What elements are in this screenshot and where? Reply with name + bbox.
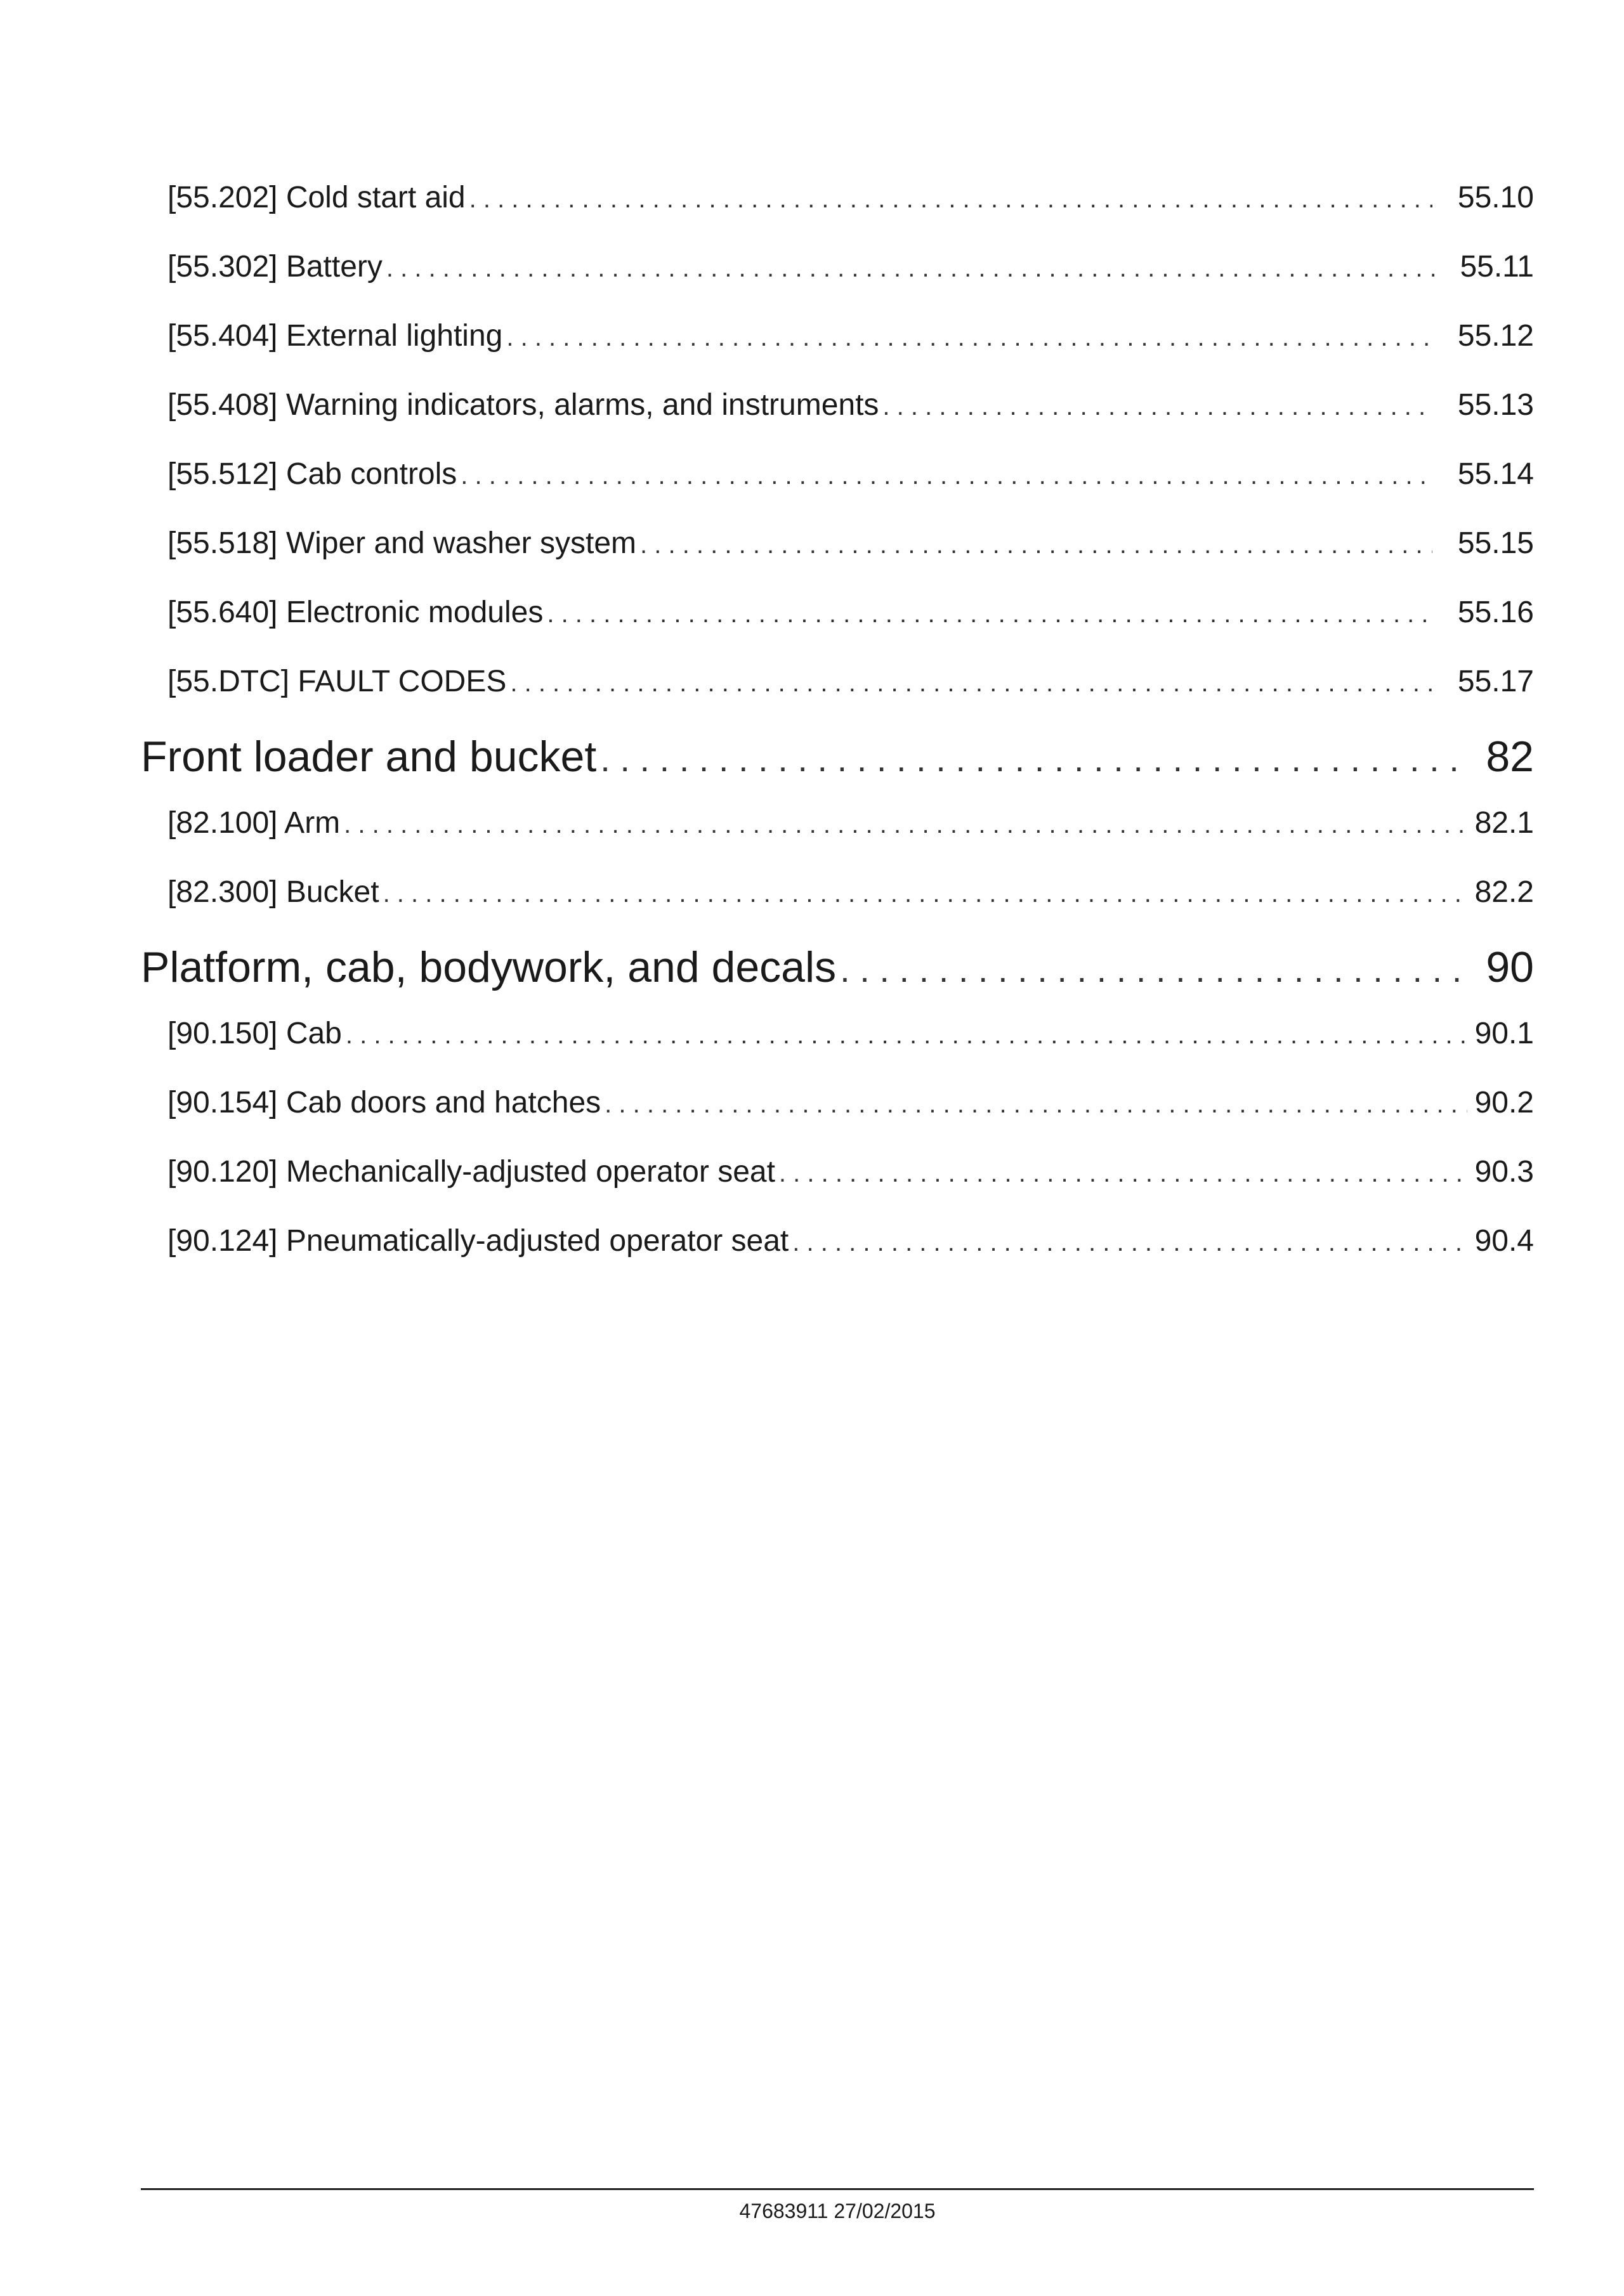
dot-leader <box>882 375 1432 438</box>
toc-section-entry[interactable] <box>141 861 1534 930</box>
dot-leader <box>386 237 1435 300</box>
toc-page-number: 90.2 <box>1474 1086 1534 1119</box>
dot-leader <box>600 724 1460 794</box>
toc-section-entry[interactable] <box>141 1210 1534 1279</box>
dot-leader <box>461 444 1432 507</box>
toc-entry-title: [55.640] Electronic modules <box>167 596 544 629</box>
toc-section-entry[interactable] <box>141 304 1534 374</box>
dot-leader <box>344 793 1467 856</box>
toc-page-number: 82 <box>1486 733 1534 781</box>
toc-entry-title: [55.302] Battery <box>167 250 383 284</box>
toc-page-number: 82.1 <box>1474 806 1534 840</box>
toc-page-number: 90.1 <box>1474 1017 1534 1050</box>
toc-page-number: 82.2 <box>1474 875 1534 909</box>
dot-leader <box>346 1003 1467 1067</box>
toc-section-entry[interactable] <box>141 650 1534 719</box>
toc-section-entry[interactable] <box>141 512 1534 581</box>
footer-divider <box>141 2188 1534 2190</box>
toc-entry-title: [90.150] Cab <box>167 1017 342 1050</box>
toc-section-entry[interactable] <box>141 166 1534 235</box>
dot-leader <box>779 1142 1467 1205</box>
dot-leader <box>792 1211 1467 1274</box>
toc-page-number: 55.15 <box>1457 526 1534 560</box>
toc-entry-title: [55.202] Cold start aid <box>167 181 466 214</box>
dot-leader <box>640 513 1432 577</box>
table-of-contents <box>141 166 1534 1279</box>
toc-entry-title: Platform, cab, bodywork, and decals <box>141 943 837 991</box>
toc-page-number: 55.10 <box>1457 181 1534 214</box>
dot-leader <box>469 167 1432 231</box>
toc-entry-title: [82.100] Arm <box>167 806 341 840</box>
dot-leader <box>605 1073 1467 1136</box>
toc-entry-title: [55.512] Cab controls <box>167 457 457 491</box>
toc-page-number: 90 <box>1486 943 1534 991</box>
toc-entry-title: Front loader and bucket <box>141 733 597 781</box>
toc-entry-title: [55.408] Warning indicators, alarms, and instruments <box>167 388 879 422</box>
toc-chapter-entry[interactable] <box>141 722 1534 792</box>
dot-leader <box>510 651 1432 715</box>
toc-entry-title: [90.154] Cab doors and hatches <box>167 1086 601 1119</box>
toc-chapter-entry[interactable] <box>141 932 1534 1002</box>
toc-section-entry[interactable] <box>141 1002 1534 1071</box>
toc-section-entry[interactable] <box>141 374 1534 443</box>
toc-page-number: 90.3 <box>1474 1155 1534 1189</box>
toc-page-number: 55.17 <box>1457 665 1534 698</box>
toc-entry-title: [55.404] External lighting <box>167 319 503 353</box>
toc-entry-title: [55.518] Wiper and washer system <box>167 526 637 560</box>
toc-entry-title: [90.124] Pneumatically-adjusted operator seat <box>167 1224 789 1258</box>
footer-document-id: 47683911 27/02/2015 <box>739 2200 936 2222</box>
toc-entry-title: [90.120] Mechanically-adjusted operator seat <box>167 1155 775 1189</box>
toc-entry-title: [55.DTC] FAULT CODES <box>167 665 507 698</box>
dot-leader <box>840 935 1460 1005</box>
toc-page-number: 55.16 <box>1457 596 1534 629</box>
toc-page-number: 55.13 <box>1457 388 1534 422</box>
toc-page-number: 90.4 <box>1474 1224 1534 1258</box>
toc-section-entry[interactable] <box>141 1140 1534 1210</box>
dot-leader <box>547 582 1432 646</box>
toc-section-entry[interactable] <box>141 235 1534 304</box>
dot-leader <box>506 306 1432 369</box>
toc-section-entry[interactable] <box>141 443 1534 512</box>
toc-section-entry[interactable] <box>141 1071 1534 1140</box>
toc-entry-title: [82.300] Bucket <box>167 875 379 909</box>
toc-section-entry[interactable] <box>141 792 1534 861</box>
toc-page-number: 55.12 <box>1457 319 1534 353</box>
toc-page-number: 55.11 <box>1460 250 1534 284</box>
toc-section-entry[interactable] <box>141 581 1534 650</box>
toc-page-number: 55.14 <box>1457 457 1534 491</box>
dot-leader <box>383 862 1467 925</box>
